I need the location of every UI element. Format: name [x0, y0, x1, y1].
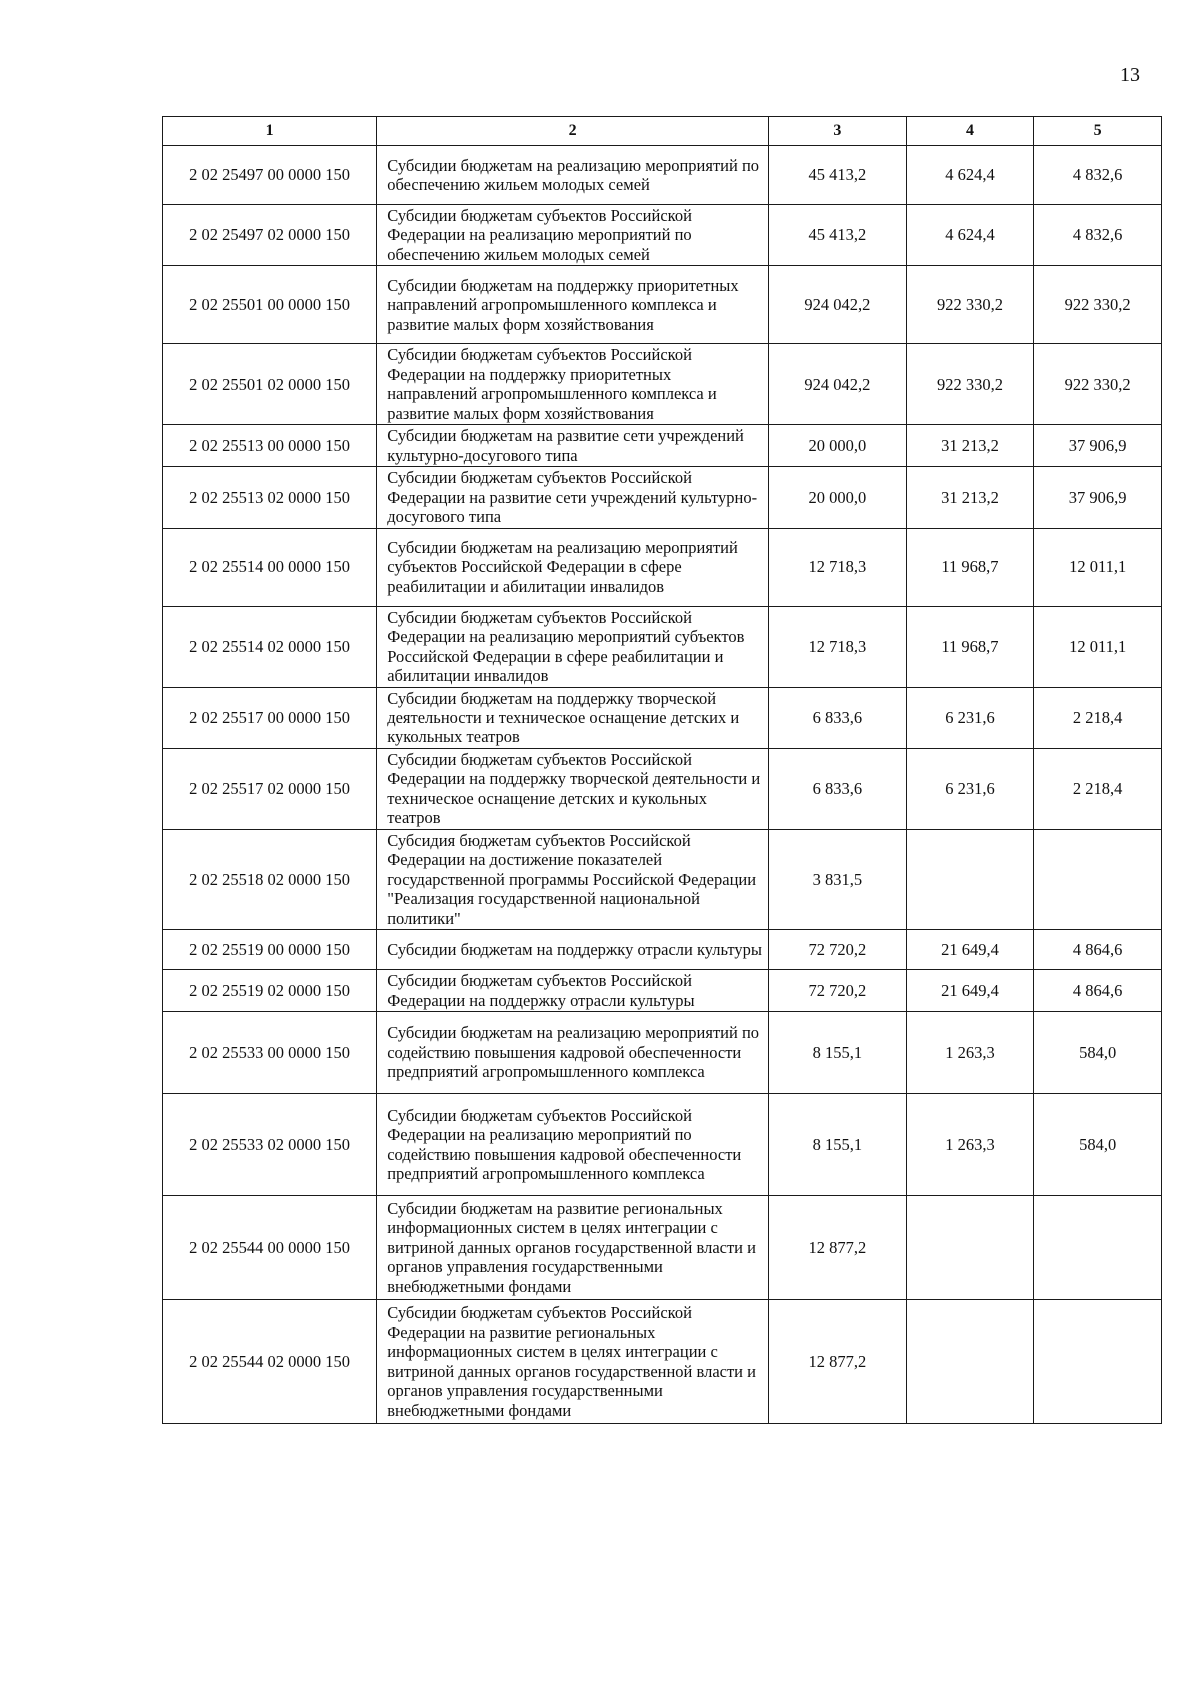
budget-item-name: Субсидии бюджетам субъектов Российской Федерации на развитие региональных информационных систем в целях интеграции с витриной данных органов государственной власти и органов управления государственными внебюджетными фондами — [377, 1300, 769, 1424]
value-col-3: 12 877,2 — [769, 1196, 907, 1300]
value-col-5: 2 218,4 — [1034, 748, 1162, 829]
value-col-3: 12 718,3 — [769, 528, 907, 606]
budget-code: 2 02 25501 00 0000 150 — [163, 266, 377, 344]
budget-item-name: Субсидии бюджетам на поддержку творческой деятельности и техническое оснащение детских и кукольных театров — [377, 687, 769, 748]
value-col-3: 6 833,6 — [769, 687, 907, 748]
value-col-3: 72 720,2 — [769, 970, 907, 1012]
table-row — [163, 930, 1162, 970]
value-col-4: 31 213,2 — [906, 425, 1034, 467]
table-row — [163, 970, 1162, 1012]
value-col-3: 12 718,3 — [769, 606, 907, 687]
value-col-3: 6 833,6 — [769, 748, 907, 829]
table-row — [163, 344, 1162, 425]
table-row — [163, 205, 1162, 266]
budget-code: 2 02 25501 02 0000 150 — [163, 344, 377, 425]
value-col-3: 45 413,2 — [769, 205, 907, 266]
header-col-2: 2 — [377, 117, 769, 146]
budget-code: 2 02 25519 00 0000 150 — [163, 930, 377, 970]
value-col-5: 584,0 — [1034, 1012, 1162, 1094]
budget-code: 2 02 25514 00 0000 150 — [163, 528, 377, 606]
value-col-4: 6 231,6 — [906, 748, 1034, 829]
budget-item-name: Субсидии бюджетам на реализацию мероприятий субъектов Российской Федерации в сфере реабилитации и абилитации инвалидов — [377, 528, 769, 606]
value-col-4: 1 263,3 — [906, 1094, 1034, 1196]
budget-item-name: Субсидии бюджетам субъектов Российской Федерации на поддержку отрасли культуры — [377, 970, 769, 1012]
table-header — [163, 117, 1162, 146]
table-row — [163, 146, 1162, 205]
value-col-3: 72 720,2 — [769, 930, 907, 970]
table-row — [163, 687, 1162, 748]
budget-code: 2 02 25513 00 0000 150 — [163, 425, 377, 467]
value-col-4: 922 330,2 — [906, 344, 1034, 425]
budget-code: 2 02 25518 02 0000 150 — [163, 829, 377, 929]
table-row — [163, 1300, 1162, 1424]
value-col-5: 12 011,1 — [1034, 606, 1162, 687]
value-col-3: 3 831,5 — [769, 829, 907, 929]
table-row — [163, 606, 1162, 687]
budget-code: 2 02 25544 02 0000 150 — [163, 1300, 377, 1424]
value-col-4: 21 649,4 — [906, 970, 1034, 1012]
budget-item-name: Субсидии бюджетам на развитие региональных информационных систем в целях интеграции с витриной данных органов государственной власти и органов управления государственными внебюджетными фондами — [377, 1196, 769, 1300]
budget-code: 2 02 25533 02 0000 150 — [163, 1094, 377, 1196]
budget-code: 2 02 25533 00 0000 150 — [163, 1012, 377, 1094]
value-col-4: 11 968,7 — [906, 606, 1034, 687]
value-col-5: 922 330,2 — [1034, 266, 1162, 344]
budget-item-name: Субсидии бюджетам на поддержку приоритетных направлений агропромышленного комплекса и развитие малых форм хозяйствования — [377, 266, 769, 344]
value-col-5: 2 218,4 — [1034, 687, 1162, 748]
budget-item-name: Субсидии бюджетам субъектов Российской Федерации на реализацию мероприятий субъектов Российской Федерации в сфере реабилитации и абилитации инвалидов — [377, 606, 769, 687]
value-col-4: 11 968,7 — [906, 528, 1034, 606]
value-col-5: 4 832,6 — [1034, 146, 1162, 205]
table-row — [163, 1196, 1162, 1300]
value-col-4: 922 330,2 — [906, 266, 1034, 344]
budget-code: 2 02 25497 02 0000 150 — [163, 205, 377, 266]
header-col-5: 5 — [1034, 117, 1162, 146]
budget-item-name: Субсидия бюджетам субъектов Российской Федерации на достижение показателей государственной программы Российской Федерации "Реализация государственной национальной политики" — [377, 829, 769, 929]
value-col-4: 1 263,3 — [906, 1012, 1034, 1094]
value-col-4 — [906, 1300, 1034, 1424]
value-col-4: 31 213,2 — [906, 467, 1034, 528]
value-col-5: 4 832,6 — [1034, 205, 1162, 266]
value-col-5 — [1034, 1196, 1162, 1300]
value-col-5: 4 864,6 — [1034, 970, 1162, 1012]
header-col-3: 3 — [769, 117, 907, 146]
value-col-5: 12 011,1 — [1034, 528, 1162, 606]
table-row — [163, 528, 1162, 606]
budget-item-name: Субсидии бюджетам субъектов Российской Федерации на реализацию мероприятий по обеспечению жильем молодых семей — [377, 205, 769, 266]
budget-item-name: Субсидии бюджетам субъектов Российской Федерации на поддержку творческой деятельности и техническое оснащение детских и кукольных театров — [377, 748, 769, 829]
value-col-3: 8 155,1 — [769, 1012, 907, 1094]
value-col-4 — [906, 829, 1034, 929]
page-number: 13 — [1120, 64, 1140, 86]
value-col-5: 922 330,2 — [1034, 344, 1162, 425]
budget-item-name: Субсидии бюджетам на развитие сети учреждений культурно-досугового типа — [377, 425, 769, 467]
table-row — [163, 1094, 1162, 1196]
table-body — [163, 146, 1162, 1424]
budget-code: 2 02 25514 02 0000 150 — [163, 606, 377, 687]
budget-code: 2 02 25544 00 0000 150 — [163, 1196, 377, 1300]
header-row — [163, 117, 1162, 146]
value-col-3: 924 042,2 — [769, 266, 907, 344]
value-col-4: 21 649,4 — [906, 930, 1034, 970]
header-col-1: 1 — [163, 117, 377, 146]
budget-code: 2 02 25513 02 0000 150 — [163, 467, 377, 528]
value-col-5 — [1034, 1300, 1162, 1424]
budget-item-name: Субсидии бюджетам на реализацию мероприятий по содействию повышения кадровой обеспеченности предприятий агропромышленного комплекса — [377, 1012, 769, 1094]
budget-item-name: Субсидии бюджетам на поддержку отрасли культуры — [377, 930, 769, 970]
table-row — [163, 829, 1162, 929]
budget-item-name: Субсидии бюджетам на реализацию мероприятий по обеспечению жильем молодых семей — [377, 146, 769, 205]
value-col-3: 20 000,0 — [769, 425, 907, 467]
budget-table — [162, 116, 1162, 1424]
value-col-5: 584,0 — [1034, 1094, 1162, 1196]
header-col-4: 4 — [906, 117, 1034, 146]
value-col-3: 20 000,0 — [769, 467, 907, 528]
value-col-3: 12 877,2 — [769, 1300, 907, 1424]
budget-code: 2 02 25517 00 0000 150 — [163, 687, 377, 748]
value-col-4: 4 624,4 — [906, 205, 1034, 266]
budget-item-name: Субсидии бюджетам субъектов Российской Федерации на развитие сети учреждений культурно-досугового типа — [377, 467, 769, 528]
value-col-5: 37 906,9 — [1034, 425, 1162, 467]
budget-code: 2 02 25519 02 0000 150 — [163, 970, 377, 1012]
value-col-3: 8 155,1 — [769, 1094, 907, 1196]
budget-code: 2 02 25497 00 0000 150 — [163, 146, 377, 205]
value-col-3: 45 413,2 — [769, 146, 907, 205]
table-row — [163, 748, 1162, 829]
table-row — [163, 467, 1162, 528]
budget-item-name: Субсидии бюджетам субъектов Российской Федерации на поддержку приоритетных направлений агропромышленного комплекса и развитие малых форм хозяйствования — [377, 344, 769, 425]
table-row — [163, 425, 1162, 467]
table-row — [163, 266, 1162, 344]
value-col-4 — [906, 1196, 1034, 1300]
value-col-4: 4 624,4 — [906, 146, 1034, 205]
value-col-5: 4 864,6 — [1034, 930, 1162, 970]
value-col-5: 37 906,9 — [1034, 467, 1162, 528]
budget-item-name: Субсидии бюджетам субъектов Российской Федерации на реализацию мероприятий по содействию повышения кадровой обеспеченности предприятий агропромышленного комплекса — [377, 1094, 769, 1196]
value-col-4: 6 231,6 — [906, 687, 1034, 748]
table-row — [163, 1012, 1162, 1094]
value-col-5 — [1034, 829, 1162, 929]
value-col-3: 924 042,2 — [769, 344, 907, 425]
budget-code: 2 02 25517 02 0000 150 — [163, 748, 377, 829]
